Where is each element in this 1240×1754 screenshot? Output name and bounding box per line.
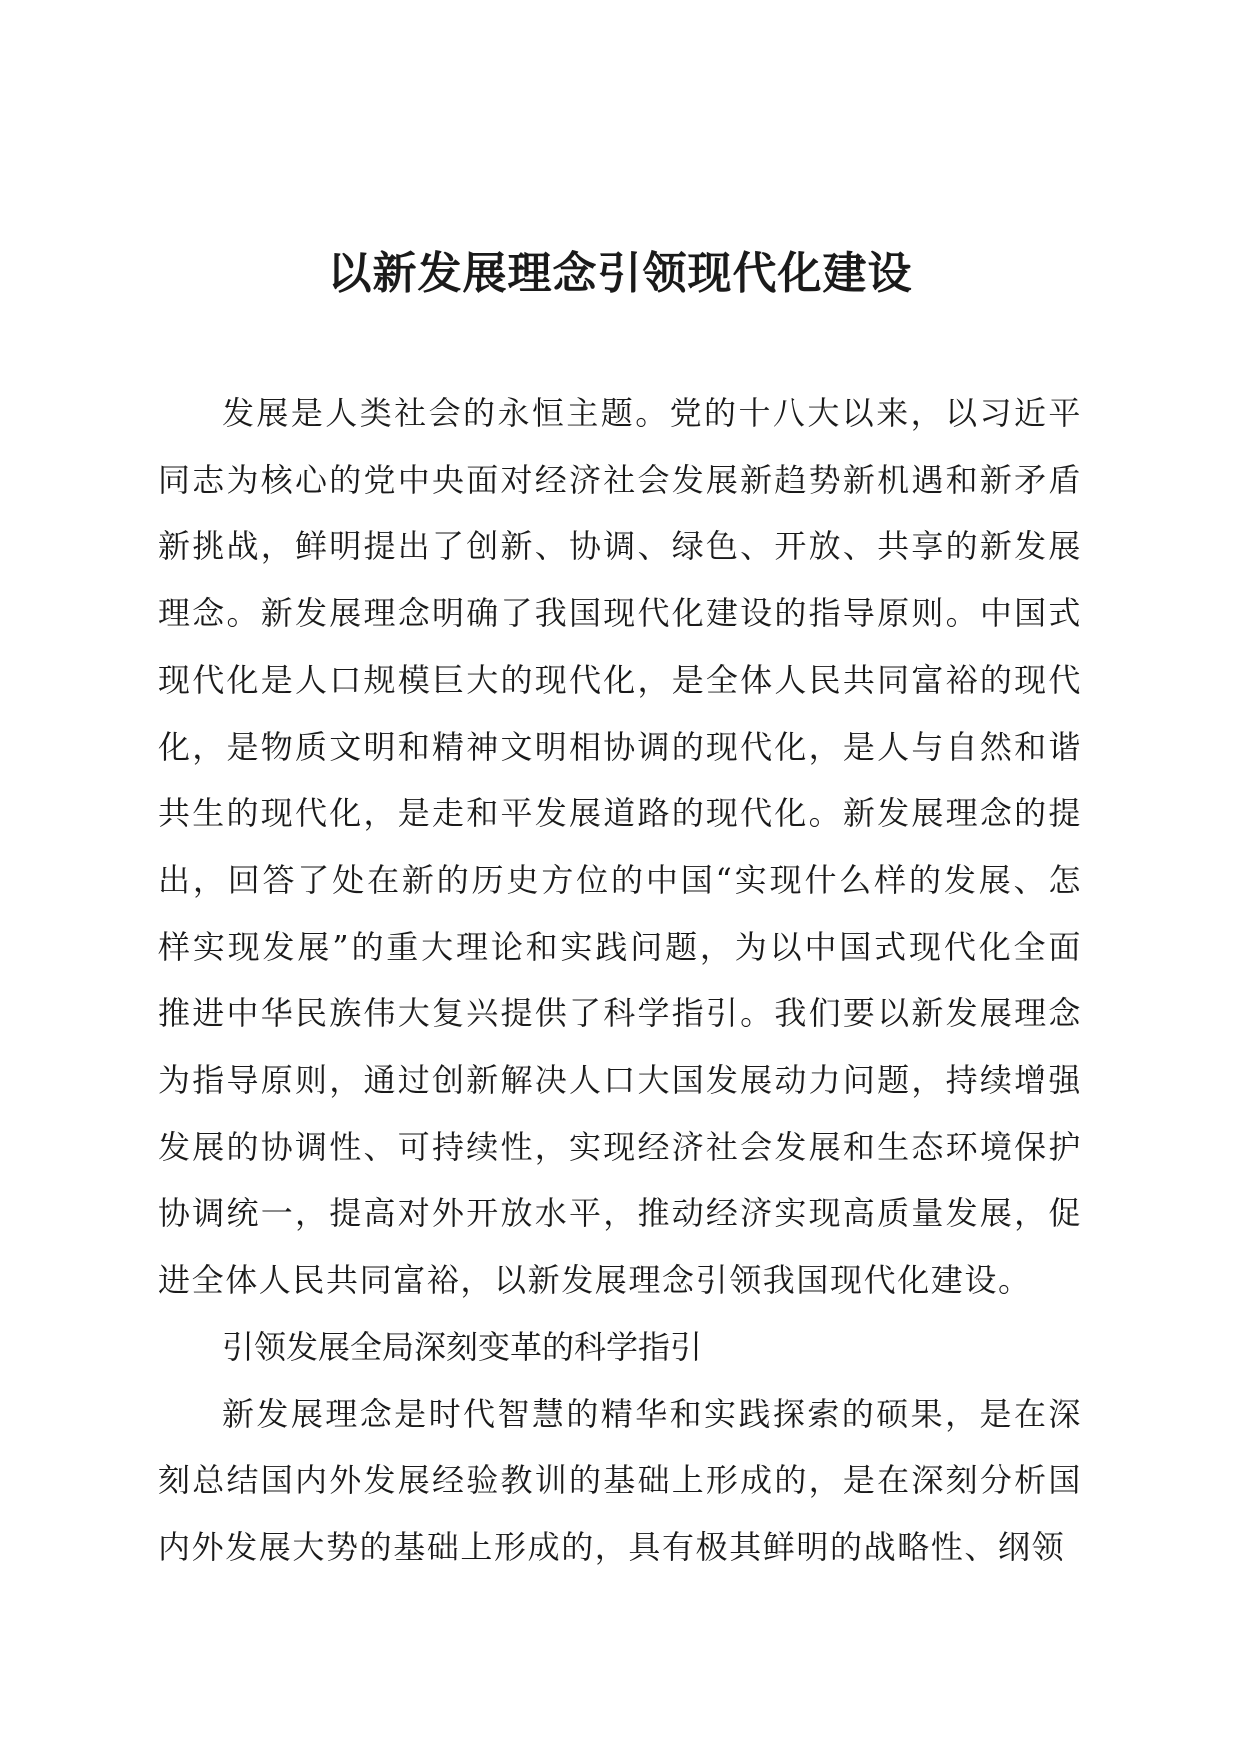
document-title: 以新发展理念引领现代化建设	[327, 248, 913, 299]
section-subheading: 引领发展全局深刻变革的科学指引	[222, 1327, 703, 1366]
body-paragraph-2: 新发展理念是时代智慧的精华和实践探索的硕果，是在深刻总结国内外发展经验教训的基础上形成的，是在深刻分析国内外发展大势的基础上形成的，具有极其鲜明的战略性、纲领	[158, 1394, 1082, 1566]
document-body	[158, 380, 1082, 1581]
body-paragraph-1: 发展是人类社会的永恒主题。党的十八大以来，以习近平同志为核心的党中央面对经济社会发展新趋势新机遇和新矛盾新挑战，鲜明提出了创新、协调、绿色、开放、共享的新发展理念。新发展理念明确了我国现代化建设的指导原则。中国式现代化是人口规模巨大的现代化，是全体人民共同富裕的现代化，是物质文明和精神文明相协调的现代化，是人与自然和谐共生的现代化，是走和平发展道路的现代化。新发展理念的提出，回答了处在新的历史方位的中国“实现什么样的发展、怎样实现发展”的重大理论和实践问题，为以中国式现代化全面推进中华民族伟大复兴提供了科学指引。我们要以新发展理念为指导原则，通过创新解决人口大国发展动力问题，持续增强发展的协调性、可持续性，实现经济社会发展和生态环境保护协调统一，提高对外开放水平，推动经济实现高质量发展，促进全体人民共同富裕，以新发展理念引领我国现代化建设。	[158, 394, 1082, 1300]
